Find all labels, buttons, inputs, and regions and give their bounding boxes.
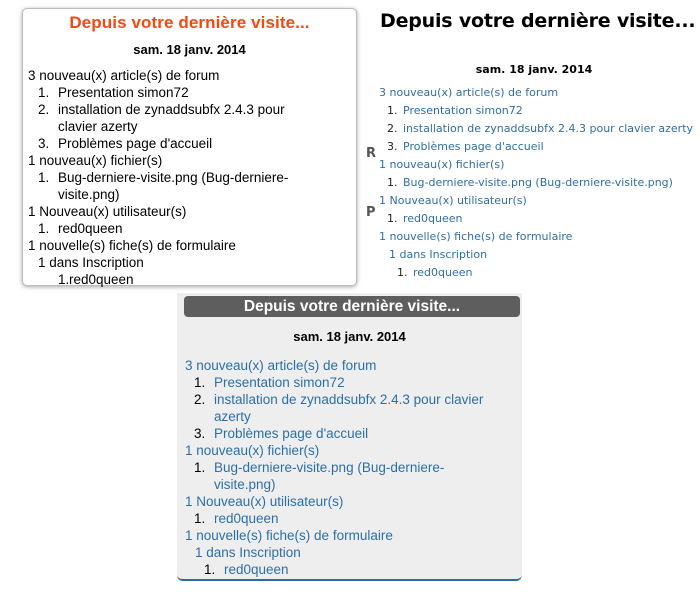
users-header[interactable]: 1 Nouveau(x) utilisateur(s): [379, 194, 527, 207]
file-link[interactable]: Bug-derniere-visite.png (Bug-derniere-visite.png): [214, 460, 445, 492]
forum-link[interactable]: Presentation simon72: [214, 375, 345, 390]
list-item[interactable]: 1. Bug-derniere-visite.png (Bug-derniere-visite.png): [194, 460, 445, 492]
files-header: 1 nouveau(x) fichier(s): [28, 153, 163, 168]
panel-title: Depuis votre dernière visite...: [69, 13, 310, 32]
list-item[interactable]: 2. installation de zynaddsubfx 2.4.3 pour clavier azerty: [387, 122, 694, 135]
forms-header[interactable]: 1 nouvelle(s) fiche(s) de formulaire: [379, 230, 573, 243]
forum-header: 3 nouveau(x) article(s) de forum: [28, 68, 220, 83]
list-item[interactable]: 2. installation de zynaddsubfx 2.4.3 pour clavier azerty: [38, 102, 285, 134]
list-item[interactable]: 1. red0queen: [204, 562, 289, 577]
list-item[interactable]: 1. Presentation simon72: [38, 85, 189, 100]
list-item[interactable]: 1. red0queen: [387, 212, 463, 225]
panel-content: [177, 357, 522, 578]
visit-date: sam. 18 janv. 2014: [293, 329, 406, 344]
clipped-glyph: R: [366, 146, 377, 161]
visit-date: sam. 18 janv. 2014: [133, 42, 246, 57]
list-item[interactable]: 1. Bug-derniere-visite.png (Bug-derniere-visite.png): [387, 176, 673, 189]
files-list: [379, 174, 700, 192]
forum-header[interactable]: 3 nouveau(x) article(s) de forum: [379, 86, 559, 99]
users-list: [379, 210, 700, 228]
forum-link[interactable]: Presentation simon72: [403, 104, 523, 117]
forms-list: [389, 264, 700, 282]
last-visit-panel-white: [22, 8, 357, 286]
list-item[interactable]: 1. Presentation simon72: [387, 104, 523, 117]
forms-sub-section: [185, 544, 522, 578]
users-list: [185, 510, 522, 527]
list-item[interactable]: 3. Problèmes page d'accueil: [387, 140, 544, 153]
list-item[interactable]: 1. red0queen: [38, 221, 123, 236]
file-link[interactable]: Bug-derniere-visite.png (Bug-derniere-visite.png): [403, 176, 673, 189]
list-item[interactable]: 2. installation de zynaddsubfx 2.4.3 pour clavier azerty: [194, 392, 484, 424]
clipped-glyph: P: [366, 205, 376, 220]
forms-sub-section: [28, 254, 356, 288]
list-item[interactable]: 3. Problèmes page d'accueil: [194, 426, 369, 441]
forum-list: [28, 84, 356, 152]
user-link[interactable]: red0queen: [214, 511, 279, 526]
forum-link[interactable]: Problèmes page d'accueil: [214, 426, 369, 441]
user-link[interactable]: red0queen: [403, 212, 463, 225]
files-header[interactable]: 1 nouveau(x) fichier(s): [185, 443, 320, 458]
forum-list: [185, 374, 522, 442]
forum-link[interactable]: Problèmes page d'accueil: [403, 140, 544, 153]
users-header: 1 Nouveau(x) utilisateur(s): [28, 204, 187, 219]
list-item[interactable]: 1. red0queen: [58, 272, 134, 287]
visit-date: sam. 18 janv. 2014: [475, 63, 593, 76]
files-header[interactable]: 1 nouveau(x) fichier(s): [379, 158, 505, 171]
panel-title: Depuis votre dernière visite...: [380, 10, 696, 32]
panel-content: [379, 84, 700, 282]
forms-sub-header: 1 dans Inscription: [38, 255, 144, 270]
last-visit-panel-plain: [368, 0, 700, 290]
list-item[interactable]: 1. Presentation simon72: [194, 375, 345, 390]
forms-header: 1 nouvelle(s) fiche(s) de formulaire: [28, 238, 236, 253]
last-visit-panel-grey: [177, 293, 522, 581]
form-link[interactable]: red0queen: [224, 562, 289, 577]
list-item[interactable]: 1. red0queen: [194, 511, 279, 526]
users-header[interactable]: 1 Nouveau(x) utilisateur(s): [185, 494, 344, 509]
users-list: [28, 220, 356, 237]
panel-title: Depuis votre dernière visite...: [184, 296, 520, 317]
forum-list: [379, 102, 700, 156]
forum-link[interactable]: installation de zynaddsubfx 2.4.3 pour clavier azerty: [214, 392, 484, 424]
files-list: [28, 169, 356, 203]
files-list: [185, 459, 522, 493]
forum-link[interactable]: installation de zynaddsubfx 2.4.3 pour clavier azerty: [403, 122, 694, 135]
forms-sub-section: [379, 246, 700, 282]
panel-content: [23, 67, 356, 288]
forms-sub-header[interactable]: 1 dans Inscription: [195, 545, 301, 560]
forms-list: [38, 271, 356, 288]
list-item[interactable]: 1. Bug-derniere-visite.png (Bug-derniere-visite.png): [38, 170, 289, 202]
forms-sub-header[interactable]: 1 dans Inscription: [389, 248, 488, 261]
form-link[interactable]: red0queen: [413, 266, 473, 279]
list-item[interactable]: 3. Problèmes page d'accueil: [38, 136, 213, 151]
list-item[interactable]: 1. red0queen: [397, 266, 473, 279]
forms-list: [195, 561, 522, 578]
forum-header[interactable]: 3 nouveau(x) article(s) de forum: [185, 358, 377, 373]
forms-header[interactable]: 1 nouvelle(s) fiche(s) de formulaire: [185, 528, 393, 543]
